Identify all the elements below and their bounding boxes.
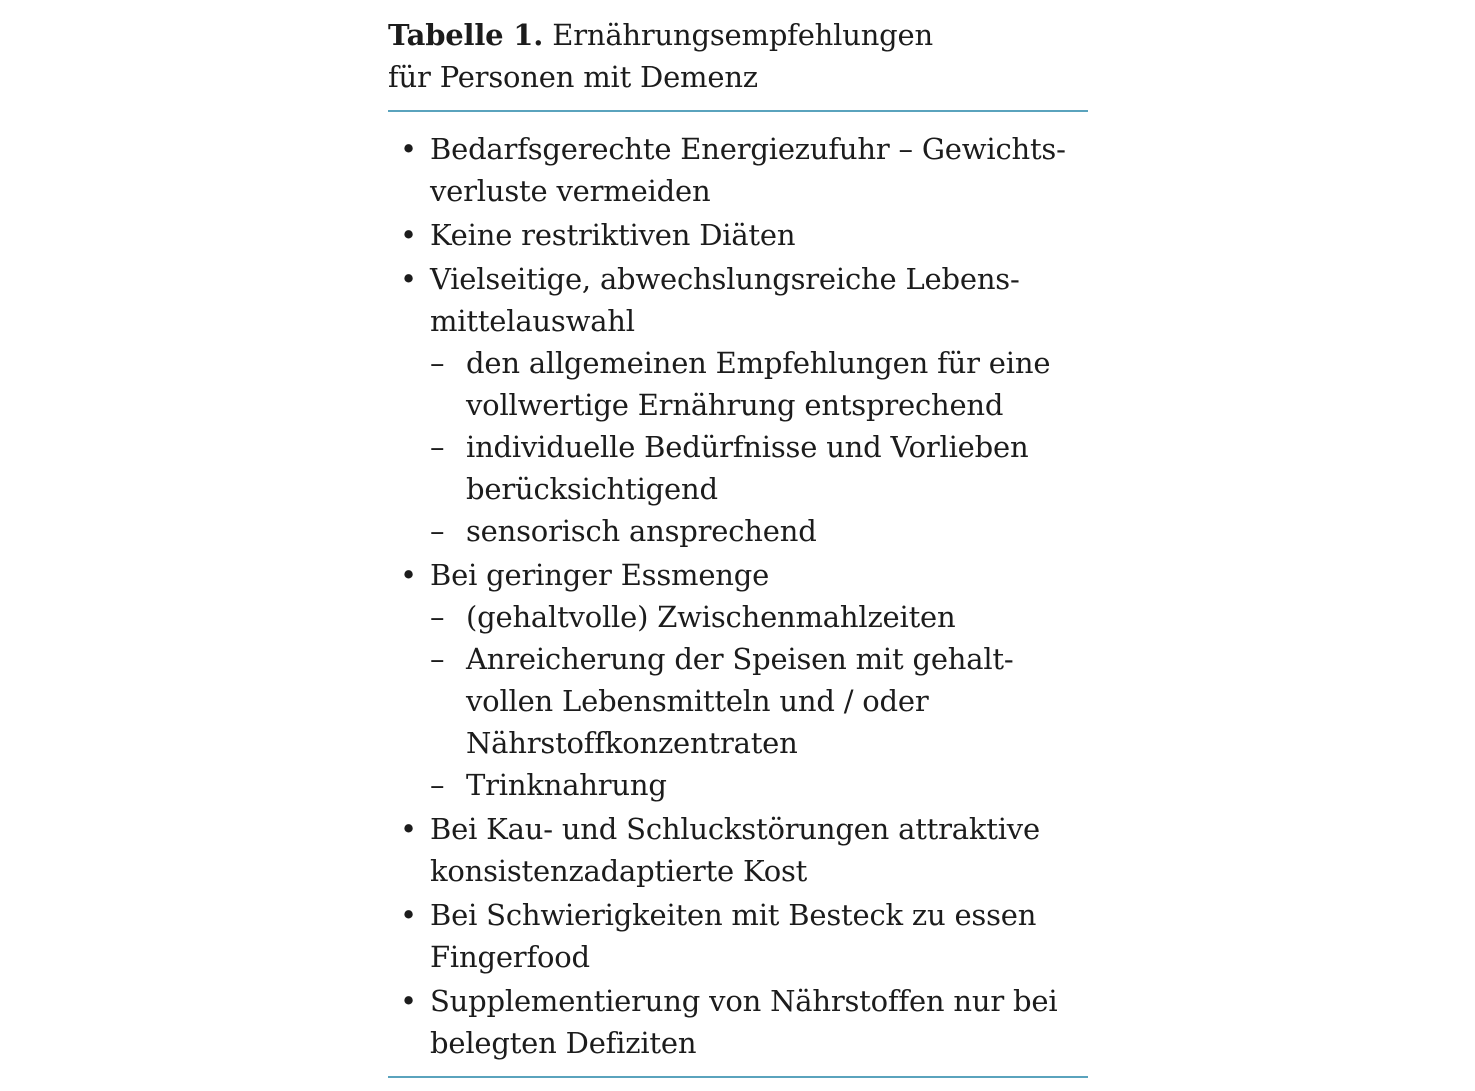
bottom-rule (388, 1076, 1088, 1078)
list-item (388, 554, 1088, 806)
list-item-text: Bei Kau- und Schluckstörungen attraktive konsistenzadaptierte Kost (430, 812, 1040, 888)
list-item-text: Bei Schwierigkeiten mit Besteck zu essen Fingerfood (430, 898, 1037, 974)
bullet-icon: • (400, 558, 417, 592)
sub-list-item (430, 426, 1088, 510)
sub-list-item-text: sensorisch ansprechend (466, 514, 817, 548)
bullet-icon: • (400, 812, 417, 846)
bullet-icon: • (400, 132, 417, 166)
sub-list-item (430, 510, 1088, 552)
sub-list-item-text: Trinknahrung (466, 768, 667, 802)
list-item (388, 980, 1088, 1064)
sub-list-item (430, 342, 1088, 426)
bullet-icon: • (400, 262, 417, 296)
dash-icon: – (430, 642, 445, 676)
list-item (388, 258, 1088, 552)
recommendation-list (388, 128, 1088, 1064)
sub-list-item-text: den allgemeinen Empfehlungen für eine vollwertige Ernährung entsprechend (466, 346, 1051, 422)
list-item-text: Keine restriktiven Diäten (430, 218, 796, 252)
dash-icon: – (430, 600, 445, 634)
sub-list (430, 596, 1088, 806)
sub-list-item-text: Anreicherung der Speisen mit gehalt- vollen Lebensmitteln und / oder Nährstoffkonzentraten (466, 642, 1014, 760)
bullet-icon: • (400, 218, 417, 252)
caption-label: Tabelle 1. (388, 18, 544, 52)
sub-list-item-text: individuelle Bedürfnisse und Vorlieben berücksichtigend (466, 430, 1029, 506)
dash-icon: – (430, 514, 445, 548)
caption-title-line2: für Personen mit Demenz (388, 60, 758, 94)
list-item (388, 128, 1088, 212)
table-caption (388, 14, 1088, 110)
list-item-text: Vielseitige, abwechslungsreiche Lebens- mittelauswahl (430, 262, 1020, 338)
list-item (388, 214, 1088, 256)
sub-list-item-text: (gehaltvolle) Zwischenmahlzeiten (466, 600, 956, 634)
dash-icon: – (430, 768, 445, 802)
list-item (388, 808, 1088, 892)
sub-list-item (430, 764, 1088, 806)
list-item (388, 894, 1088, 978)
bullet-icon: • (400, 984, 417, 1018)
dash-icon: – (430, 346, 445, 380)
list-item-text: Supplementierung von Nährstoffen nur bei belegten Defiziten (430, 984, 1058, 1060)
list-item-text: Bedarfsgerechte Energiezufuhr – Gewichts- verluste vermeiden (430, 132, 1066, 208)
sub-list-item (430, 638, 1088, 764)
sub-list (430, 342, 1088, 552)
caption-title-line1: Ernährungsempfehlungen (552, 18, 933, 52)
sub-list-item (430, 596, 1088, 638)
table-1 (388, 14, 1088, 1078)
bullet-icon: • (400, 898, 417, 932)
list-item-text: Bei geringer Essmenge (430, 558, 770, 592)
top-rule (388, 110, 1088, 112)
dash-icon: – (430, 430, 445, 464)
